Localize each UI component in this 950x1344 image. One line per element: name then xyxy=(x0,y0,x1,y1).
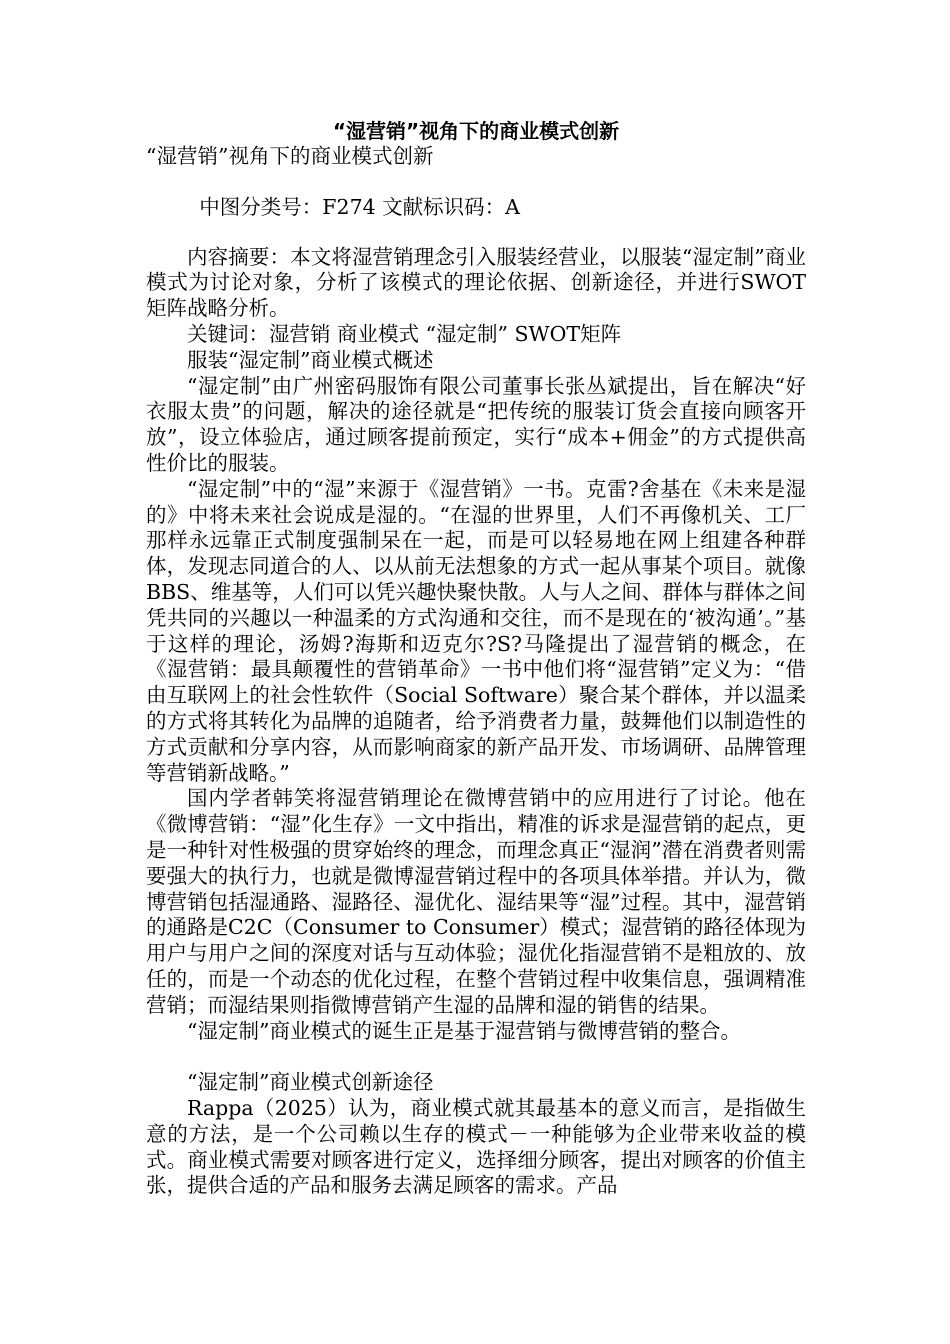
document-title: “湿营销”视角下的商业模式创新 xyxy=(332,119,620,143)
body-paragraph: 国内学者韩笑将湿营销理论在微博营销中的应用进行了讨论。他在《微博营销：“湿”化生存》一文中指出，精准的诉求是湿营销的起点，更是一种针对性极强的贯穿始终的理念，而理念真正“湿润”潜在消费者则需要强大的执行力，也就是微博湿营销过程中的各项具体举措。并认为，微博营销包括湿通路、湿路径、湿优化、湿结果等“湿”过程。其中，湿营销的通路是C2C（Consumer to Consumer）模式；湿营销的路径体现为用户与用户之间的深度对话与互动体验；湿优化指湿营销不是粗放的、放任的，而是一个动态的优化过程，在整个营销过程中收集信息，强调精准营销；而湿结果则指微博营销产生湿的品牌和湿的销售的结果。 xyxy=(146,786,806,1017)
section-heading-overview: 服装“湿定制”商业模式概述 xyxy=(187,347,434,372)
body-paragraph: “湿定制”由广州密码服饰有限公司董事长张丛斌提出，旨在解决“好衣服太贵”的问题，解决的途径就是“把传统的服装订货会直接向顾客开放”，设立体验店，通过顾客提前预定，实行“成本+佣金”的方式提供高性价比的服装。 xyxy=(146,373,806,475)
body-paragraph: “湿定制”商业模式的诞生正是基于湿营销与微博营销的整合。 xyxy=(187,1018,741,1043)
document-subtitle: “湿营销”视角下的商业模式创新 xyxy=(146,144,434,168)
keywords-line: 关键词：湿营销 商业模式 “湿定制” SWOT矩阵 xyxy=(187,321,622,346)
document-body xyxy=(146,118,806,1199)
body-paragraph: Rappa（2025）认为，商业模式就其最基本的意义而言，是指做生意的方法，是一个公司赖以生存的模式－一种能够为企业带来收益的模式。商业模式需要对顾客进行定义，选择细分顾客，提出对顾客的价值主张，提供合适的产品和服务去满足顾客的需求。产品 xyxy=(146,1096,806,1198)
body-paragraph: “湿定制”中的“湿”来源于《湿营销》一书。克雷?舍基在《未来是湿的》中将未来社会说成是湿的。“在湿的世界里，人们不再像机关、工厂那样永远靠正式制度强制呆在一起，而是可以轻易地在网上组建各种群体，发现志同道合的人、以从前无法想象的方式一起从事某个项目。就像BBS、维基等，人们可以凭兴趣快聚快散。人与人之间、群体与群体之间凭共同的兴趣以一种温柔的方式沟通和交往，而不是现在的‘被沟通’。”基于这样的理论，汤姆?海斯和迈克尔?S?马隆提出了湿营销的概念，在《湿营销：最具颠覆性的营销革命》一书中他们将“湿营销”定义为：“借由互联网上的社会性软件（Social Software）聚合某个群体，并以温柔的方式将其转化为品牌的追随者，给予消费者力量，鼓舞他们以制造性的方式贡献和分享内容，从而影响商家的新产品开发、市场调研、品牌管理等营销新战略。” xyxy=(146,476,806,785)
classification-line: 中图分类号：F274 文献标识码：A xyxy=(199,194,520,219)
section-heading-innovation: “湿定制”商业模式创新途径 xyxy=(187,1070,434,1095)
abstract-paragraph: 内容摘要：本文将湿营销理念引入服装经营业，以服装“湿定制”商业模式为讨论对象，分析了该模式的理论依据、创新途径，并进行SWOT矩阵战略分析。 xyxy=(146,244,806,321)
